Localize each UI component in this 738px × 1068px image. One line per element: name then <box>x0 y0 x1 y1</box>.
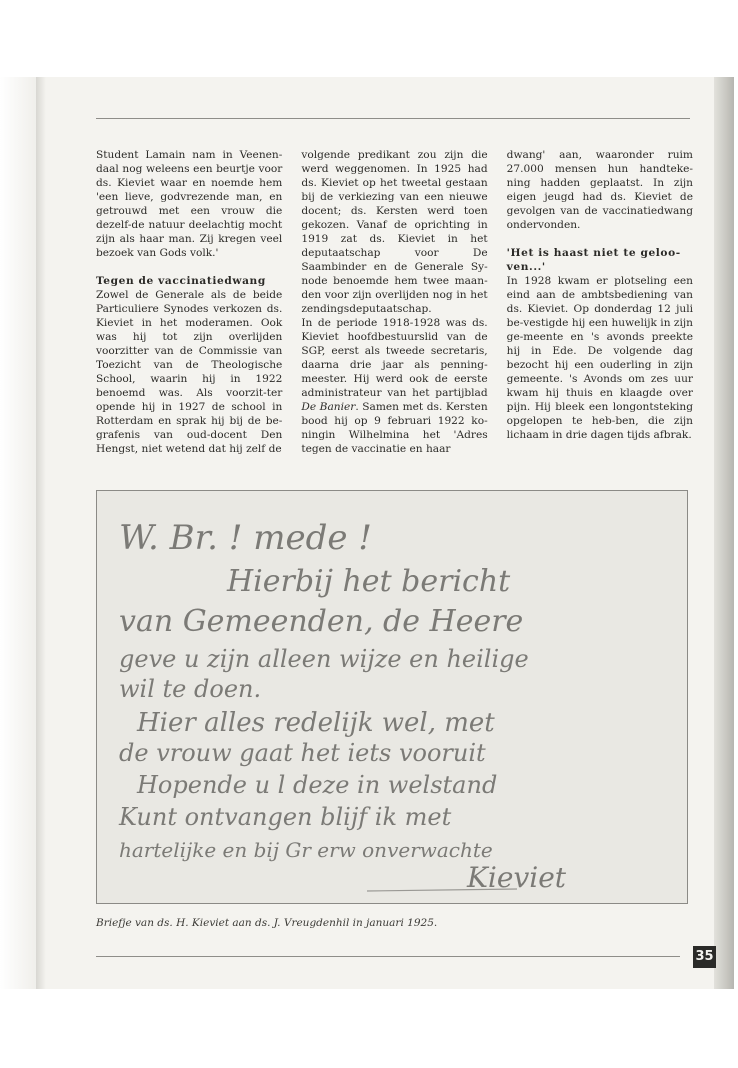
letter-line: hartelijke en bij Gr erw onverwachte <box>119 838 493 862</box>
section-heading: 'Het is haast niet te geloo-ven...' <box>506 247 681 273</box>
paragraph-text: In de periode 1918-1928 was ds. Kieviet hoofdbestuurslid van de SGP, eerst als tweede secretaris, daarna drie jaar als penning-meester. Hij werd ook de eerste administrateur van het partijblad <box>301 317 488 399</box>
top-rule <box>96 118 690 119</box>
page-number: 35 <box>693 946 716 968</box>
article-columns <box>96 148 693 456</box>
article-column-1 <box>96 148 282 456</box>
letter-line: geve u zijn alleen wijze en heilige <box>119 645 529 673</box>
paragraph: dwang' aan, waaronder ruim 27.000 mensen hun handteke-ning hadden geplaatst. In zijn eigen jeugd had ds. Kieviet de gevolgen van de vaccinatiedwang ondervonden. <box>506 149 693 231</box>
handwritten-letter-image <box>96 490 688 904</box>
left-page-edge <box>0 77 36 989</box>
article-column-3 <box>507 148 693 456</box>
letter-line: wil te doen. <box>119 675 262 703</box>
letter-line: van Gemeenden, de Heere <box>119 604 524 639</box>
paragraph: Zowel de Generale als de beide Particuliere Synodes verkozen ds. Kieviet in het moderamen. Ook was hij tot zijn overlijden voorzitter van de Commissie van Toezicht van de Theologische School, waarin hij in 1922 benoemd was. Als voorzit-ter opende hij in 1927 de school in Rotterdam en sprak hij bij de be-grafenis van oud-docent Den Hengst, niet wetend dat hij zelf de <box>96 289 283 455</box>
paragraph-text: . Samen met ds. Kersten bood hij op 9 februari 1922 ko-ningin Wilhelmina het 'Adres tegen de vaccinatie en haar <box>301 401 488 455</box>
letter-line: Hier alles redelijk wel, met <box>137 708 495 738</box>
image-caption: Briefje van ds. H. Kieviet aan ds. J. Vreugdenhil in januari 1925. <box>96 917 438 929</box>
page-spine-shadow <box>36 77 46 989</box>
party-magazine-title: De Banier <box>301 401 356 413</box>
paragraph: Student Lamain nam in Veenen-daal nog weleens een beurtje voor ds. Kieviet waar en noemde hem 'een lieve, godvrezende man, en getrouwd met een vrouw die dezelf-de natuur deelachtig mocht zijn als haar man. Zij kregen veel bezoek van Gods volk.' <box>96 149 283 259</box>
paragraph: In 1928 kwam er plotseling een eind aan de ambtsbediening van ds. Kieviet. Op donderdag 12 juli be-vestigde hij een huwelijk in zijn ge-meente en 's avonds preekte hij in Ede. De volgende dag bezocht hij een ouderling in zijn gemeente. 's Avonds om zes uur kwam hij thuis en klaagde over pijn. Hij bleek een longontsteking opgelopen te heb-ben, die zijn lichaam in drie dagen tijds afbrak. <box>506 275 693 441</box>
paragraph: volgende predikant zou zijn die werd weggenomen. In 1925 had ds. Kieviet op het tweetal gestaan bij de verkiezing van een nieuwe docent; ds. Kersten werd toen gekozen. Vanaf de oprichting in 1919 zat ds. Kieviet in het deputaatschap voor De Saambinder en de Generale Sy-node benoemde hem twee maan-den voor zijn overlijden nog in het zendingsdeputaatschap. <box>301 149 488 315</box>
letter-line: de vrouw gaat het iets vooruit <box>119 739 486 767</box>
page-curl <box>714 77 734 989</box>
letter-line: W. Br. ! mede ! <box>119 518 372 558</box>
letter-signature: Kieviet <box>467 861 567 894</box>
article-column-2 <box>301 148 487 456</box>
letter-line: Hopende u l deze in welstand <box>137 771 498 799</box>
paragraph <box>301 316 487 456</box>
handwriting-drawing <box>97 491 689 905</box>
section-heading: Tegen de vaccinatiedwang <box>96 275 266 287</box>
letter-line: Kunt ontvangen blijf ik met <box>119 803 452 831</box>
bottom-rule <box>96 956 680 957</box>
letter-line: Hierbij het bericht <box>227 564 511 599</box>
